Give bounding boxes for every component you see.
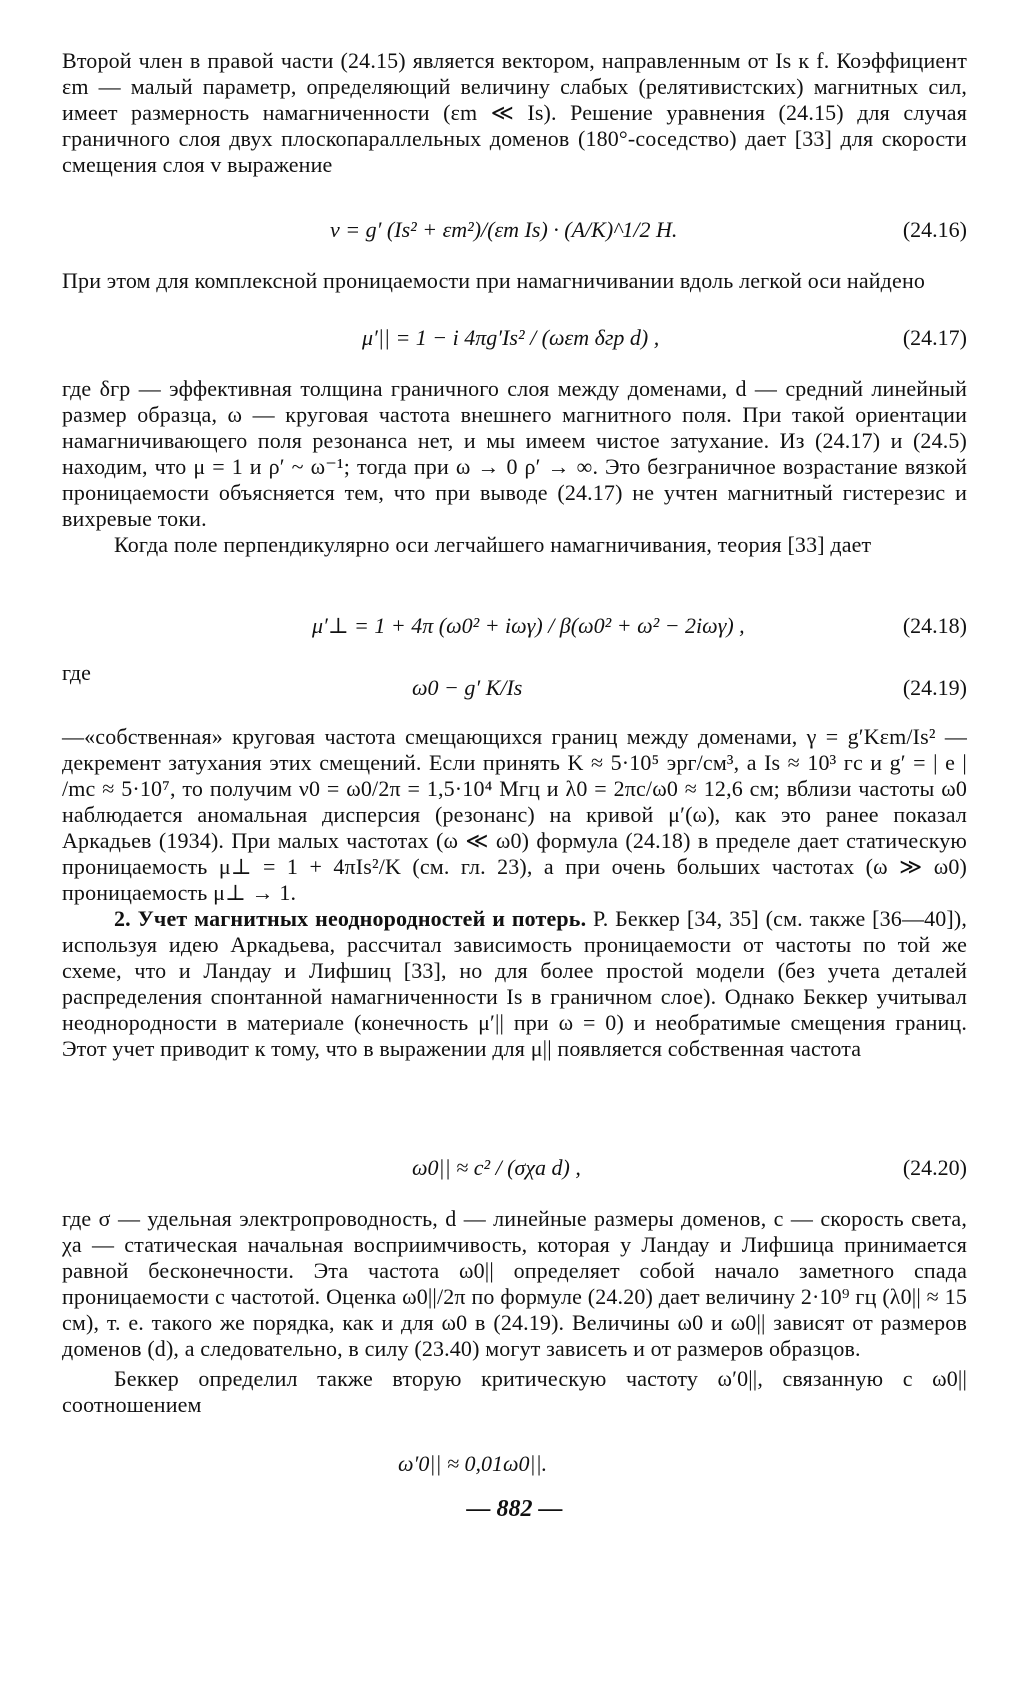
- paragraph-eigen-frequency: —«собственная» круговая частота смещающихся границ между доменами, γ = g′Kεm/Is² — декремент затухания этих смещений. Если принять K ≈ 5·10⁵ эрг/см³, а Is ≈ 10³ гс и g′ = | e | /mc ≈ 5·10⁷, то получим ν0 = ω0/2π = 1,5·10⁴ Мгц и λ0 = 2πc/ω0 ≈ 12,6 см; вблизи частоты ω0 наблюдается аномальная дисперсия (резонанс) на кривой μ′(ω), как это ранее показал Аркадьев (1934). При малых частотах (ω ≪ ω0) формула (24.18) в пределе дает статическую проницаемость μ⊥ = 1 + 4πIs²/K (см. гл. 23), а при очень больших частотах (ω ≫ ω0) проницаемость μ⊥ → 1.: [62, 724, 967, 905]
- equation-body: ω0|| ≈ c² / (σχa d) ,: [412, 1155, 581, 1180]
- equation-body: ω′0|| ≈ 0,01ω0||.: [398, 1451, 548, 1476]
- paragraph-conductivity: где σ — удельная электропроводность, d — линейные размеры доменов, c — скорость света, χa — статическая начальная восприимчивость, которая у Ландау и Лифшица принимается равной бесконечности. Эта частота ω0|| определяет собой начало заметного спада проницаемости с частотой. Оценка ω0||/2π по формуле (24.20) дает величину 2·10⁹ гц (λ0|| ≈ 15 см), т. е. такого же порядка, как и для ω0 в (24.19). Величины ω0 и ω0|| зависят от размеров доменов (d), а следовательно, в силу (23.40) могут зависеть и от размеров образцов.: [62, 1206, 967, 1361]
- paragraph-domain-wall-velocity: Второй член в правой части (24.15) является вектором, направленным от Is к f. Коэффициент εm — малый параметр, определяющий величину слабых (релятивистских) магнитных сил, имеет размерность намагниченности (εm ≪ Is). Решение уравнения (24.15) для случая граничного слоя двух плоскопараллельных доменов (180°-соседство) дает [33] для скорости смещения слоя v выражение: [62, 48, 967, 177]
- equation-number: (24.17): [902, 325, 967, 350]
- section-text: Р. Беккер [34, 35] (см. также [36—40]), используя идею Аркадьева, рассчитал зависимость проницаемости от частоты по той же схеме, что и Ландау и Лифшиц [33], но для более простой модели (без учета деталей распределения спонтанной намагниченности Is в граничном слое). Однако Беккер учитывал неоднородности в материале (конечность μ′|| при ω = 0) и необратимые смещения границ. Этот учет приводит к тому, что в выражении для μ|| появляется собственная частота: [62, 906, 967, 1061]
- paragraph-permeability-easy-axis: При этом для комплексной проницаемости при намагничивании вдоль легкой оси найдено: [62, 268, 926, 293]
- text-block: [62, 376, 967, 558]
- page-number: — 882 —: [466, 1496, 563, 1522]
- equation-number: (24.19): [902, 675, 967, 700]
- text-block: [62, 268, 967, 294]
- equation-body: μ′|| = 1 − i 4πg′Is² / (ωεm δгр d) ,: [362, 325, 660, 350]
- equation-body: v = g′ (Is² + εm²)/(εm Is) · (A/K)^1/2 H.: [330, 217, 678, 242]
- paragraph-inhomogeneities: [62, 906, 967, 1062]
- where-label: где: [62, 660, 91, 685]
- section-heading: 2. Учет магнитных неоднородностей и потерь.: [114, 906, 587, 931]
- text-block: [62, 724, 967, 1062]
- text-block: [62, 1206, 967, 1418]
- equation-body: ω0 − g′ K/Is: [412, 675, 523, 700]
- paragraph-boundary-thickness: где δгр — эффективная толщина граничного слоя между доменами, d — средний линейный размер образца, ω — круговая частота внешнего магнитного поля. При такой ориентации намагничивающего поля резонанса нет, и мы имеем чистое затухание. Из (24.17) и (24.5) находим, что μ = 1 и ρ′ ~ ω⁻¹; тогда при ω → 0 ρ′ → ∞. Это безграничное возрастание вязкой проницаемости объясняется тем, что при выводе (24.17) не учтен магнитный гистерезис и вихревые токи.: [62, 376, 967, 531]
- equation-body: μ′⊥ = 1 + 4π (ω0² + iωγ) / β(ω0² + ω² − 2iωγ) ,: [312, 613, 745, 638]
- section-paragraphs: [62, 48, 967, 178]
- equation-number: (24.16): [902, 217, 967, 242]
- equation-number: (24.20): [902, 1155, 967, 1180]
- paragraph-second-critical-frequency: Беккер определил также вторую критическую частоту ω′0||, связанную с ω0|| соотношением: [62, 1366, 967, 1417]
- paragraph-perpendicular-field: Когда поле перпендикулярно оси легчайшего намагничивания, теория [33] дает: [114, 532, 872, 557]
- equation-number: (24.18): [902, 613, 967, 638]
